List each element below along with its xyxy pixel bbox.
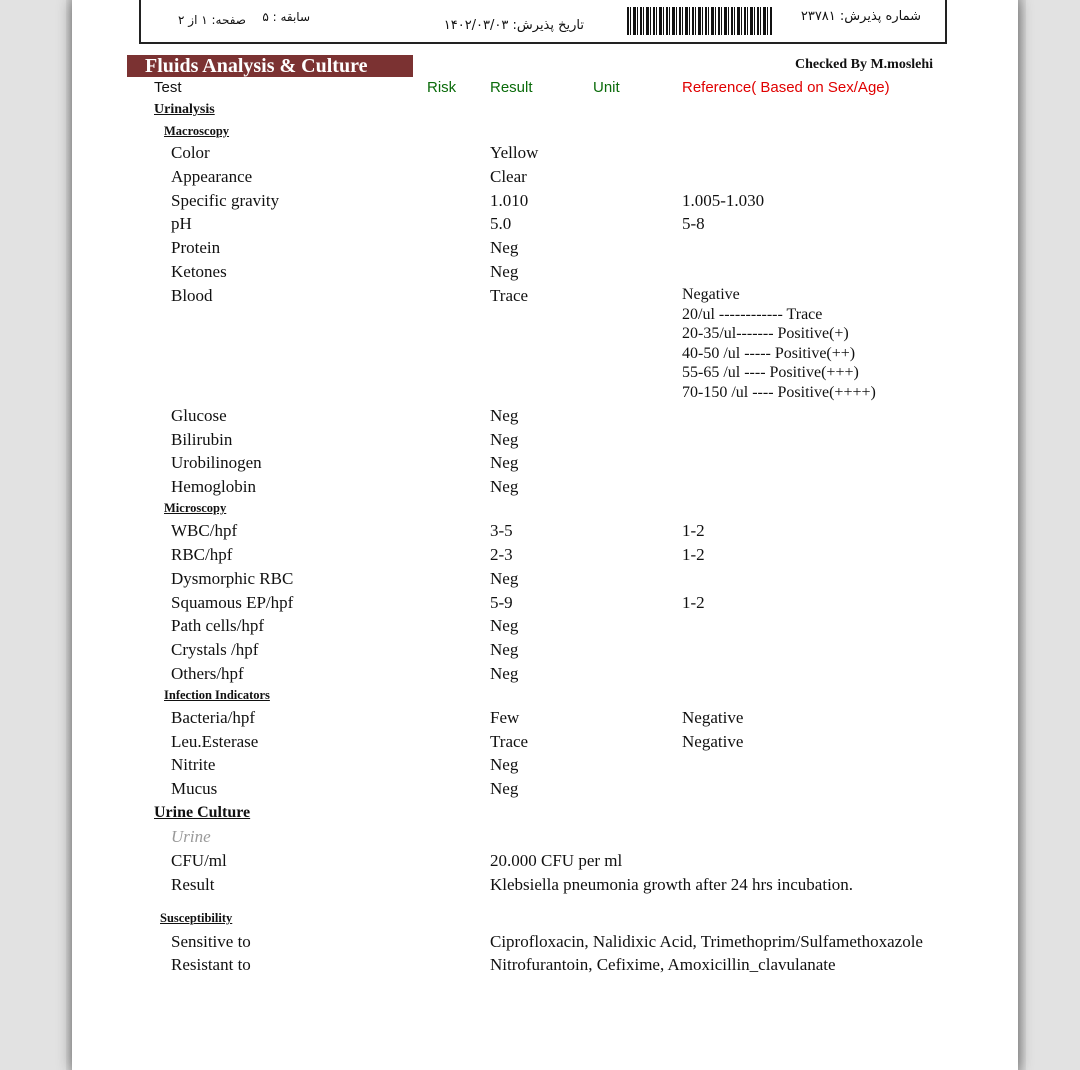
section-susceptibility: Susceptibility	[160, 911, 233, 925]
test-result: 5.0	[490, 214, 512, 233]
result-row	[0, 851, 1080, 875]
test-reference: 1-2	[682, 545, 705, 564]
result-row	[0, 593, 1080, 617]
result-row	[0, 521, 1080, 545]
test-name: Squamous EP/hpf	[171, 593, 294, 612]
test-name: CFU/ml	[171, 851, 227, 870]
result-row	[0, 755, 1080, 779]
test-name: Crystals /hpf	[171, 640, 259, 659]
section-urine-culture: Urine Culture	[154, 804, 251, 821]
test-result: 3-5	[490, 521, 513, 540]
test-result: Neg	[490, 664, 519, 683]
test-result: Trace	[490, 286, 529, 305]
test-name: Path cells/hpf	[171, 616, 265, 635]
test-result: Neg	[490, 569, 519, 588]
specimen-label: Urine	[171, 827, 211, 846]
page-number: صفحه: ۱ از ۲	[178, 13, 246, 27]
result-row	[0, 167, 1080, 191]
test-result: Neg	[490, 616, 519, 635]
test-name: Nitrite	[171, 755, 216, 774]
test-name: WBC/hpf	[171, 521, 238, 540]
test-name: Result	[171, 875, 215, 894]
result-row	[0, 406, 1080, 430]
result-row	[0, 286, 1080, 310]
test-name: Leu.Esterase	[171, 732, 259, 751]
admission-number-value: ۲۳۷۸۱	[800, 9, 836, 24]
result-row	[0, 640, 1080, 664]
result-row	[0, 477, 1080, 501]
result-row	[0, 955, 1080, 979]
test-name: Protein	[171, 238, 221, 257]
test-name: Ketones	[171, 262, 227, 281]
result-row	[0, 238, 1080, 262]
column-unit: Unit	[593, 79, 620, 96]
test-name: Resistant to	[171, 955, 251, 974]
history-count: سابقه : ۵	[262, 10, 310, 24]
blood-reference-line: 40-50 /ul ----- Positive(++)	[682, 344, 856, 362]
result-row	[0, 732, 1080, 756]
blood-reference-list	[682, 285, 876, 403]
column-reference: Reference( Based on Sex/Age)	[682, 79, 890, 96]
admission-date	[412, 18, 584, 33]
test-result: Nitrofurantoin, Cefixime, Amoxicillin_clavulanate	[490, 955, 836, 974]
test-reference: 1-2	[682, 593, 705, 612]
test-result: Neg	[490, 430, 519, 449]
test-name: Glucose	[171, 406, 227, 425]
section-macroscopy: Macroscopy	[164, 124, 230, 138]
result-row	[0, 262, 1080, 286]
checked-by: Checked By M.moslehi	[795, 57, 934, 72]
test-result: Few	[490, 708, 520, 727]
test-result: Neg	[490, 755, 519, 774]
result-row	[0, 932, 1080, 956]
blood-reference-line: 70-150 /ul ---- Positive(++++)	[682, 383, 876, 401]
test-name: Specific gravity	[171, 191, 280, 210]
test-result: 1.010	[490, 191, 529, 210]
result-row	[0, 453, 1080, 477]
test-name: Blood	[171, 286, 213, 305]
test-name: pH	[171, 214, 192, 233]
admission-date-label: تاریخ پذیرش:	[512, 18, 584, 33]
result-row	[0, 191, 1080, 215]
test-result: Yellow	[490, 143, 539, 162]
test-result: 2-3	[490, 545, 513, 564]
test-name: Others/hpf	[171, 664, 244, 683]
test-reference: 1-2	[682, 521, 705, 540]
test-result: Neg	[490, 640, 519, 659]
result-row	[0, 708, 1080, 732]
test-result: 5-9	[490, 593, 513, 612]
test-reference: Negative	[682, 708, 744, 727]
test-name: RBC/hpf	[171, 545, 233, 564]
column-risk: Risk	[427, 79, 457, 96]
test-name: Mucus	[171, 779, 218, 798]
test-result: Neg	[490, 453, 519, 472]
test-name: Appearance	[171, 167, 253, 186]
test-result: Neg	[490, 477, 519, 496]
blood-reference-line: Negative	[682, 286, 740, 303]
barcode	[627, 7, 773, 35]
section-microscopy: Microscopy	[164, 501, 227, 515]
test-result: 20.000 CFU per ml	[490, 851, 623, 870]
test-name: Bilirubin	[171, 430, 233, 449]
result-row	[0, 779, 1080, 803]
result-row	[0, 143, 1080, 167]
column-result: Result	[490, 79, 533, 96]
column-test: Test	[154, 79, 182, 96]
admission-date-value: ۱۴۰۲/۰۳/۰۳	[443, 18, 509, 33]
result-row	[0, 214, 1080, 238]
result-row	[0, 664, 1080, 688]
blood-reference-line: 20/ul ------------ Trace	[682, 305, 823, 323]
test-result: Klebsiella pneumonia growth after 24 hrs incubation.	[490, 875, 854, 894]
blood-reference-line: 55-65 /ul ---- Positive(+++)	[682, 364, 859, 382]
result-row	[0, 875, 1080, 899]
test-result: Neg	[490, 262, 519, 281]
test-reference: Negative	[682, 732, 744, 751]
report-title: Fluids Analysis & Culture	[127, 55, 413, 77]
test-reference: 5-8	[682, 214, 705, 233]
test-name: Sensitive to	[171, 932, 251, 951]
section-infection-indicators: Infection Indicators	[164, 688, 270, 702]
test-name: Dysmorphic RBC	[171, 569, 294, 588]
admission-number-label: شماره پذیرش:	[839, 9, 921, 24]
test-result: Neg	[490, 238, 519, 257]
admission-number	[795, 9, 921, 24]
result-row	[0, 569, 1080, 593]
section-urinalysis: Urinalysis	[154, 102, 215, 117]
result-row	[0, 616, 1080, 640]
test-result: Clear	[490, 167, 527, 186]
blood-reference-line: 20-35/ul------- Positive(+)	[682, 325, 849, 343]
test-result: Trace	[490, 732, 529, 751]
test-result: Ciprofloxacin, Nalidixic Acid, Trimethoprim/Sulfamethoxazole	[490, 932, 923, 951]
result-row	[0, 545, 1080, 569]
test-name: Bacteria/hpf	[171, 708, 256, 727]
test-name: Color	[171, 143, 210, 162]
test-name: Urobilinogen	[171, 453, 262, 472]
test-reference: 1.005-1.030	[682, 191, 765, 210]
test-result: Neg	[490, 779, 519, 798]
test-name: Hemoglobin	[171, 477, 256, 496]
test-result: Neg	[490, 406, 519, 425]
result-row	[0, 430, 1080, 454]
